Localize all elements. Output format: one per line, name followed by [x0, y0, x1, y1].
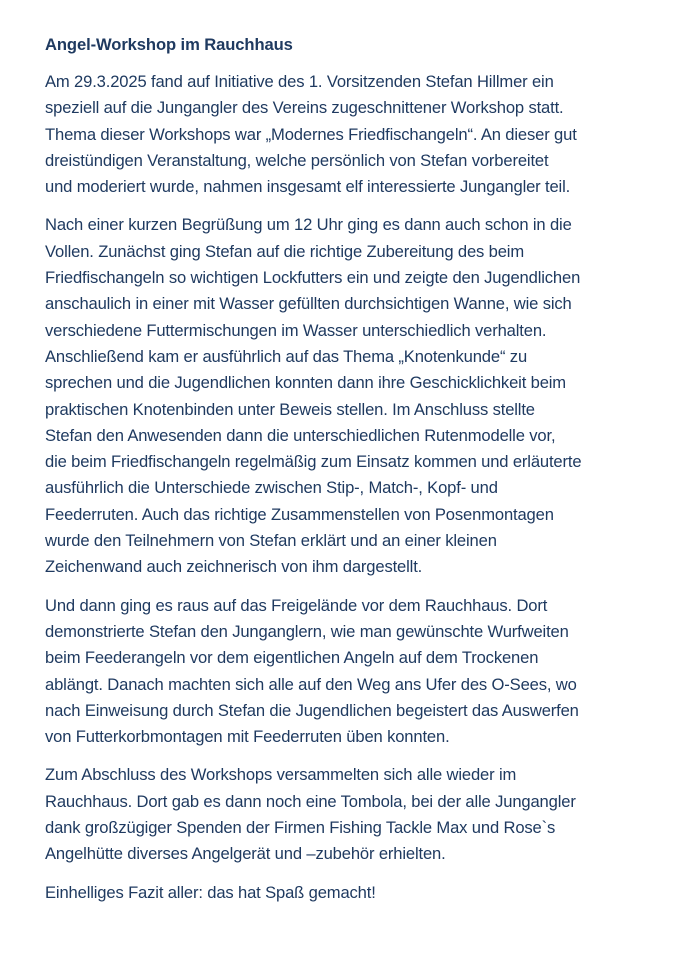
text-line: Angelhütte diverses Angelgerät und –zubehör erhielten.	[45, 844, 446, 864]
document-page	[45, 33, 685, 918]
text-line: sprechen und die Jugendlichen konnten dann ihre Geschicklichkeit beim	[45, 373, 566, 393]
text-line: Thema dieser Workshops war „Modernes Friedfischangeln“. An dieser gut	[45, 124, 577, 144]
text-line: verschiedene Futtermischungen im Wasser unterschiedlich verhalten.	[45, 320, 547, 340]
text-line: demonstrierte Stefan den Junganglern, wie man gewünschte Wurfweiten	[45, 621, 569, 641]
text-line: Stefan den Anwesenden dann die unterschiedlichen Rutenmodelle vor,	[45, 425, 556, 445]
document-title: Angel-Workshop im Rauchhaus	[45, 35, 293, 54]
text-line: Vollen. Zunächst ging Stefan auf die richtige Zubereitung des beim	[45, 241, 524, 261]
text-line: wurde den Teilnehmern von Stefan erklärt und an einer kleinen	[45, 531, 497, 551]
text-line: Friedfischangeln so wichtigen Lockfutters ein und zeigte den Jugendlichen	[45, 268, 581, 288]
text-line: Einhelliges Fazit aller: das hat Spaß gemacht!	[45, 882, 376, 902]
text-line: praktischen Knotenbinden unter Beweis stellen. Im Anschluss stellte	[45, 399, 535, 419]
text-line: anschaulich in einer mit Wasser gefüllten durchsichtigen Wanne, wie sich	[45, 294, 572, 314]
text-line: Rauchhaus. Dort gab es dann noch eine Tombola, bei der alle Jungangler	[45, 791, 576, 811]
text-line: Zum Abschluss des Workshops versammelten sich alle wieder im	[45, 765, 517, 785]
paragraph-conclusion	[45, 880, 685, 906]
text-line: nach Einweisung durch Stefan die Jugendlichen begeistert das Auswerfen	[45, 700, 579, 720]
text-line: von Futterkorbmontagen mit Feederruten üben konnten.	[45, 727, 450, 747]
text-line: Am 29.3.2025 fand auf Initiative des 1. Vorsitzenden Stefan Hillmer ein	[45, 72, 554, 91]
text-line: Nach einer kurzen Begrüßung um 12 Uhr ging es dann auch schon in die	[45, 215, 572, 235]
text-line: die beim Friedfischangeln regelmäßig zum Einsatz kommen und erläuterte	[45, 452, 582, 472]
text-line: beim Feederangeln vor dem eigentlichen Angeln auf dem Trockenen	[45, 648, 539, 668]
paragraph-program	[45, 212, 685, 580]
text-line: dank großzügiger Spenden der Firmen Fishing Tackle Max und Rose`s	[45, 818, 556, 838]
text-line: Feederruten. Auch das richtige Zusammenstellen von Posenmontagen	[45, 504, 554, 524]
text-line: Und dann ging es raus auf das Freigelände vor dem Rauchhaus. Dort	[45, 595, 548, 615]
text-line: ausführlich die Unterschiede zwischen Stip-, Match-, Kopf- und	[45, 478, 498, 498]
text-line: speziell auf die Jungangler des Vereins zugeschnittener Workshop statt.	[45, 98, 564, 118]
text-line: dreistündigen Veranstaltung, welche persönlich von Stefan vorbereitet	[45, 150, 549, 170]
paragraph-outdoor	[45, 593, 685, 751]
text-line: ablängt. Danach machten sich alle auf den Weg ans Ufer des O-Sees, wo	[45, 674, 577, 694]
text-line: Anschließend kam er ausführlich auf das Thema „Knotenkunde“ zu	[45, 346, 528, 366]
text-line: Zeichenwand auch zeichnerisch von ihm dargestellt.	[45, 557, 423, 577]
paragraph-closing	[45, 762, 685, 867]
text-line: und moderiert wurde, nahmen insgesamt elf interessierte Jungangler teil.	[45, 177, 571, 197]
paragraph-intro	[45, 69, 685, 200]
